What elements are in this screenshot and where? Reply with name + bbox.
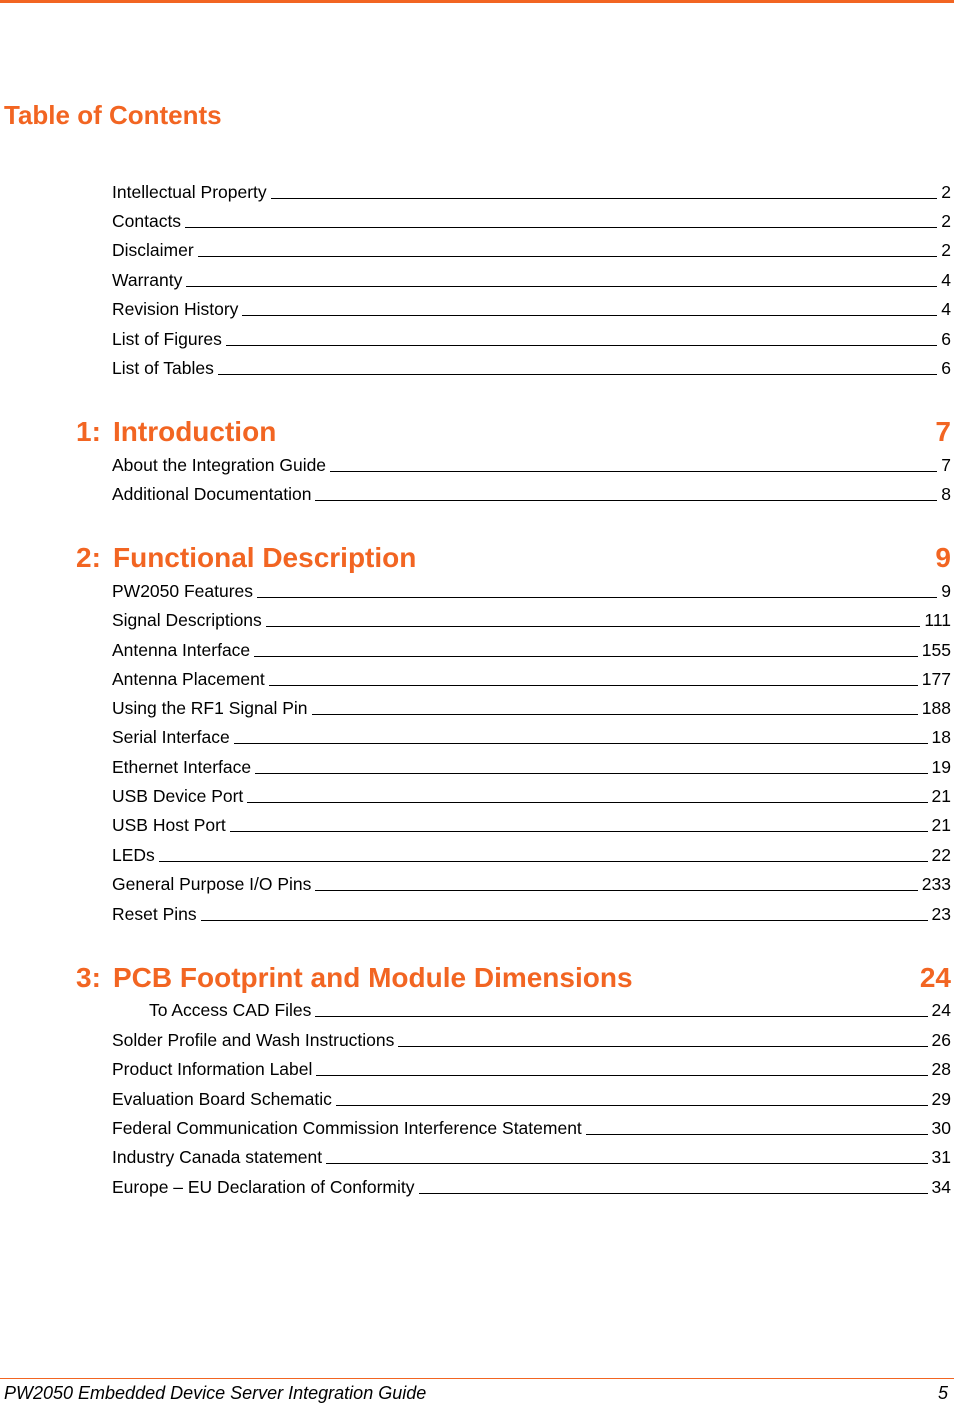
toc-entry-page: 2 [941,182,951,202]
dot-leader [186,286,937,287]
dot-leader [312,714,918,715]
toc-entry-product-information-label[interactable] [112,1057,951,1079]
toc-entry-label: Disclaimer [112,240,194,260]
toc-title: Table of Contents [4,100,222,130]
toc-entry-page: 24 [931,1000,951,1020]
toc-entry-label: General Purpose I/O Pins [112,874,312,894]
toc-entry-page: 30 [931,1118,951,1138]
toc-entry-revision-history[interactable] [112,297,951,319]
toc-entry-pw2050-features[interactable] [112,579,951,601]
toc-entry-page: 188 [921,698,951,718]
toc-entry-label: Antenna Placement [112,669,265,689]
toc-entry-page: 19 [931,757,951,777]
chapter-page: 9 [935,542,951,573]
toc-entry-label: Evaluation Board Schematic [112,1089,332,1109]
toc-entry-page: 177 [921,669,951,689]
toc-entry-page: 111 [924,610,951,630]
toc-entry-label: List of Figures [112,329,222,349]
toc-entry-antenna-interface[interactable] [112,638,951,660]
toc-entry-label: Revision History [112,299,239,319]
dot-leader [326,1163,927,1164]
dot-leader [315,1016,927,1017]
dot-leader [586,1134,928,1135]
toc-entry-page: 2 [941,211,951,231]
toc-entry-industry-canada-statement[interactable] [112,1145,951,1167]
toc-entry-to-access-cad-files[interactable] [149,998,951,1020]
toc-entry-page: 7 [941,455,951,475]
chapter-title: Functional Description [113,542,417,573]
chapter-number: 1: [76,416,101,447]
chapter-heading-introduction[interactable] [76,414,951,448]
dot-leader [218,374,937,375]
toc-entry-label: About the Integration Guide [112,455,327,475]
toc-entry-label: Warranty [112,270,183,290]
toc-entry-list-of-tables[interactable] [112,356,951,378]
chapter-heading-pcb-footprint[interactable] [76,960,951,994]
toc-entry-label: PW2050 Features [112,581,254,601]
toc-entry-page: 23 [931,904,951,924]
toc-entry-list-of-figures[interactable] [112,327,951,349]
chapter-number: 3: [76,962,101,993]
dot-leader [247,802,927,803]
toc-entry-page: 31 [931,1147,951,1167]
chapter-page: 24 [919,962,951,993]
dot-leader [266,626,921,627]
dot-leader [255,773,927,774]
toc-entry-eu-declaration[interactable] [112,1175,951,1197]
toc-entry-using-the-rf1-signal-pin[interactable] [112,696,951,718]
toc-entry-label: Europe – EU Declaration of Conformity [112,1177,415,1197]
toc-entry-page: 22 [931,845,951,865]
footer-rule [0,1378,954,1379]
toc-entry-page: 9 [941,581,951,601]
chapter-number: 2: [76,542,101,573]
dot-leader [315,890,917,891]
toc-entry-page: 26 [931,1030,951,1050]
toc-entry-intellectual-property[interactable] [112,180,951,202]
chapter-heading-functional-description[interactable] [76,540,951,574]
chapter-title: PCB Footprint and Module Dimensions [113,962,633,993]
toc-entry-serial-interface[interactable] [112,725,951,747]
dot-leader [201,920,928,921]
toc-entry-label: Intellectual Property [112,182,267,202]
toc-entry-about-the-integration-guide[interactable] [112,453,951,475]
toc-entry-evaluation-board-schematic[interactable] [112,1087,951,1109]
toc-entry-label: Signal Descriptions [112,610,262,630]
dot-leader [185,227,937,228]
toc-entry-page: 21 [931,786,951,806]
toc-entry-page: 28 [931,1059,951,1079]
toc-entry-usb-device-port[interactable] [112,784,951,806]
header-rule [0,0,954,3]
toc-entry-label: Industry Canada statement [112,1147,323,1167]
toc-entry-label: LEDs [112,845,155,865]
toc-entry-label: USB Host Port [112,815,226,835]
toc-entry-general-purpose-io-pins[interactable] [112,872,951,894]
dot-leader [230,831,928,832]
dot-leader [257,597,937,598]
toc-entry-label: Reset Pins [112,904,197,924]
dot-leader [316,1075,927,1076]
dot-leader [269,685,918,686]
dot-leader [330,471,937,472]
toc-entry-label: Contacts [112,211,182,231]
toc-entry-label: Product Information Label [112,1059,313,1079]
dot-leader [159,861,928,862]
chapter-page: 7 [935,416,951,447]
toc-entry-page: 8 [941,484,951,504]
toc-entry-reset-pins[interactable] [112,902,951,924]
toc-entry-label: Ethernet Interface [112,757,252,777]
dot-leader [336,1105,928,1106]
toc-entry-page: 34 [931,1177,951,1197]
toc-entry-label: List of Tables [112,358,214,378]
dot-leader [234,743,928,744]
dot-leader [198,256,938,257]
toc-entry-label: To Access CAD Files [149,1000,312,1020]
dot-leader [271,198,938,199]
footer-page-number: 5 [937,1383,948,1403]
toc-entry-label: Solder Profile and Wash Instructions [112,1030,395,1050]
toc-entry-page: 4 [941,299,951,319]
toc-entry-label: Using the RF1 Signal Pin [112,698,308,718]
footer-document-title: PW2050 Embedded Device Server Integration Guide [4,1383,427,1403]
dot-leader [419,1193,928,1194]
toc-entry-page: 2 [941,240,951,260]
toc-entry-label: USB Device Port [112,786,244,806]
toc-entry-additional-documentation[interactable] [112,482,951,504]
dot-leader [254,656,918,657]
toc-entry-page: 233 [921,874,951,894]
toc-entry-warranty[interactable] [112,268,951,290]
chapter-title: Introduction [113,416,277,447]
toc-entry-label: Additional Documentation [112,484,312,504]
toc-entry-page: 18 [931,727,951,747]
toc-entry-usb-host-port[interactable] [112,813,951,835]
toc-entry-page: 155 [921,640,951,660]
toc-entry-page: 6 [941,329,951,349]
toc-entry-page: 4 [941,270,951,290]
toc-entry-page: 29 [931,1089,951,1109]
toc-entry-solder-profile[interactable] [112,1028,951,1050]
toc-entry-signal-descriptions[interactable] [112,608,951,630]
toc-entry-antenna-placement[interactable] [112,667,951,689]
toc-entry-page: 21 [931,815,951,835]
toc-entry-disclaimer[interactable] [112,238,951,260]
toc-entry-label: Federal Communication Commission Interference Statement [112,1118,582,1138]
dot-leader [398,1046,927,1047]
toc-entry-label: Antenna Interface [112,640,251,660]
dot-leader [315,500,937,501]
toc-entry-page: 6 [941,358,951,378]
toc-entry-label: Serial Interface [112,727,230,747]
toc-entry-contacts[interactable] [112,209,951,231]
dot-leader [226,345,937,346]
toc-entry-ethernet-interface[interactable] [112,755,951,777]
toc-entry-leds[interactable] [112,843,951,865]
toc-entry-fcc-statement[interactable] [112,1116,951,1138]
dot-leader [242,315,937,316]
